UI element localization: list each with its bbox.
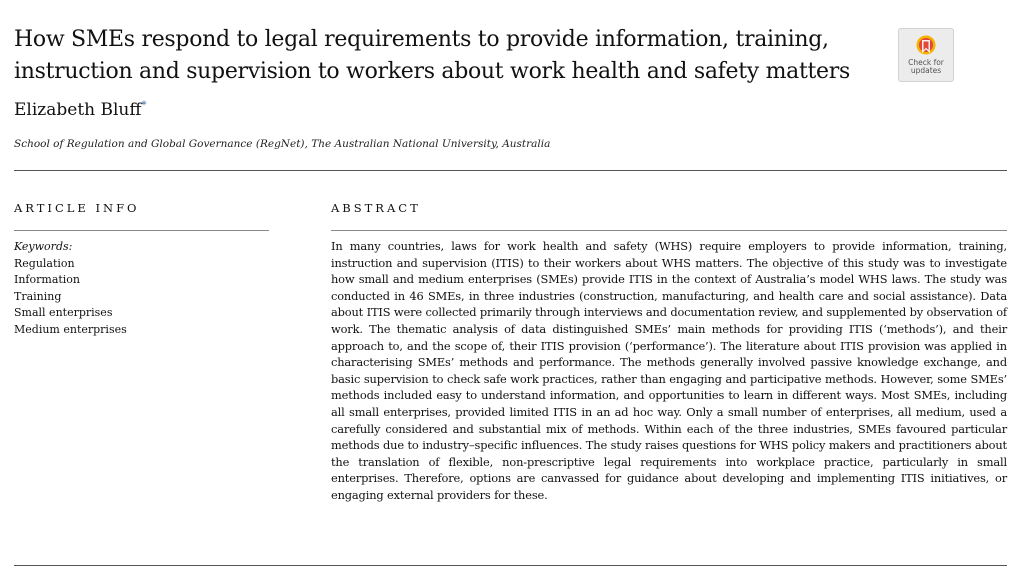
footer-divider [14,565,1007,566]
keyword-item: Training [14,289,62,303]
abstract-text: In many countries, laws for work health and safety (WHS) require employers to provide information, training, instruction and supervision (ITIS) to their workers about WHS matters. The objective of this study was to investigate how small and medium enterprises (SMEs) provide ITIS in the context of Australia’s model WHS laws. The study was conducted in 46 SMEs, in three industries (construction, manufacturing, and health care and social assistance). Data about ITIS were collected primarily through interviews and documentation review, and supplemented by observation of work. The thematic analysis of data distinguished SMEs’ main methods for providing ITIS (‘methods’), and their approach to, and the scope of, their ITIS provision (‘performance’). The literature about ITIS provision was applied in characterising SMEs’ methods and performance. The methods generally involved passive knowledge exchange, and basic supervision to check safe work practices, rather than engaging and participative methods. However, some SMEs’ methods included easy to understand information, and opportunities to learn in different ways. Most SMEs, including all small enterprises, provided limited ITIS in an ad hoc way. Only a small number of enterprises, all medium, used a carefully considered and substantial mix of methods. Within each of the three industries, SMEs favoured particular methods due to industry–specific influences. The study raises questions for WHS policy makers and practitioners about the translation of flexible, non-prescriptive legal requirements into workplace practice, particularly in small enterprises. Therefore, options are canvassed for guidance about developing and implementing ITIS initiatives, or engaging external providers for these. [331,239,1007,502]
abstract-heading: ABSTRACT [331,201,421,215]
badge-label-line1: Check for [908,58,944,67]
check-for-updates-icon [915,34,937,58]
author-name [14,100,146,120]
article-info-divider [14,230,269,231]
abstract-divider [331,230,1007,231]
author-footnote-mark[interactable]: * [141,100,147,111]
keyword-item: Regulation [14,257,75,270]
badge-label-line2: updates [910,66,942,75]
keyword-item: Small enterprises [14,306,113,320]
check-for-updates-badge[interactable] [898,28,954,82]
keywords-list [14,256,127,338]
author-affiliation: School of Regulation and Global Governance (RegNet), The Australian National University, Australia [14,138,551,150]
keyword-item: Medium enterprises [14,322,127,336]
header-divider [14,170,1007,171]
keyword-item: Information [14,273,81,287]
badge-label [899,59,953,75]
keywords-label: Keywords: [14,240,73,253]
article-title: How SMEs respond to legal requirements to provide information, training, instruction and supervision to workers about work health and safety matters [14,27,850,84]
article-info-heading: ARTICLE INFO [14,201,140,215]
author-name-text: Elizabeth Bluff [14,100,142,120]
